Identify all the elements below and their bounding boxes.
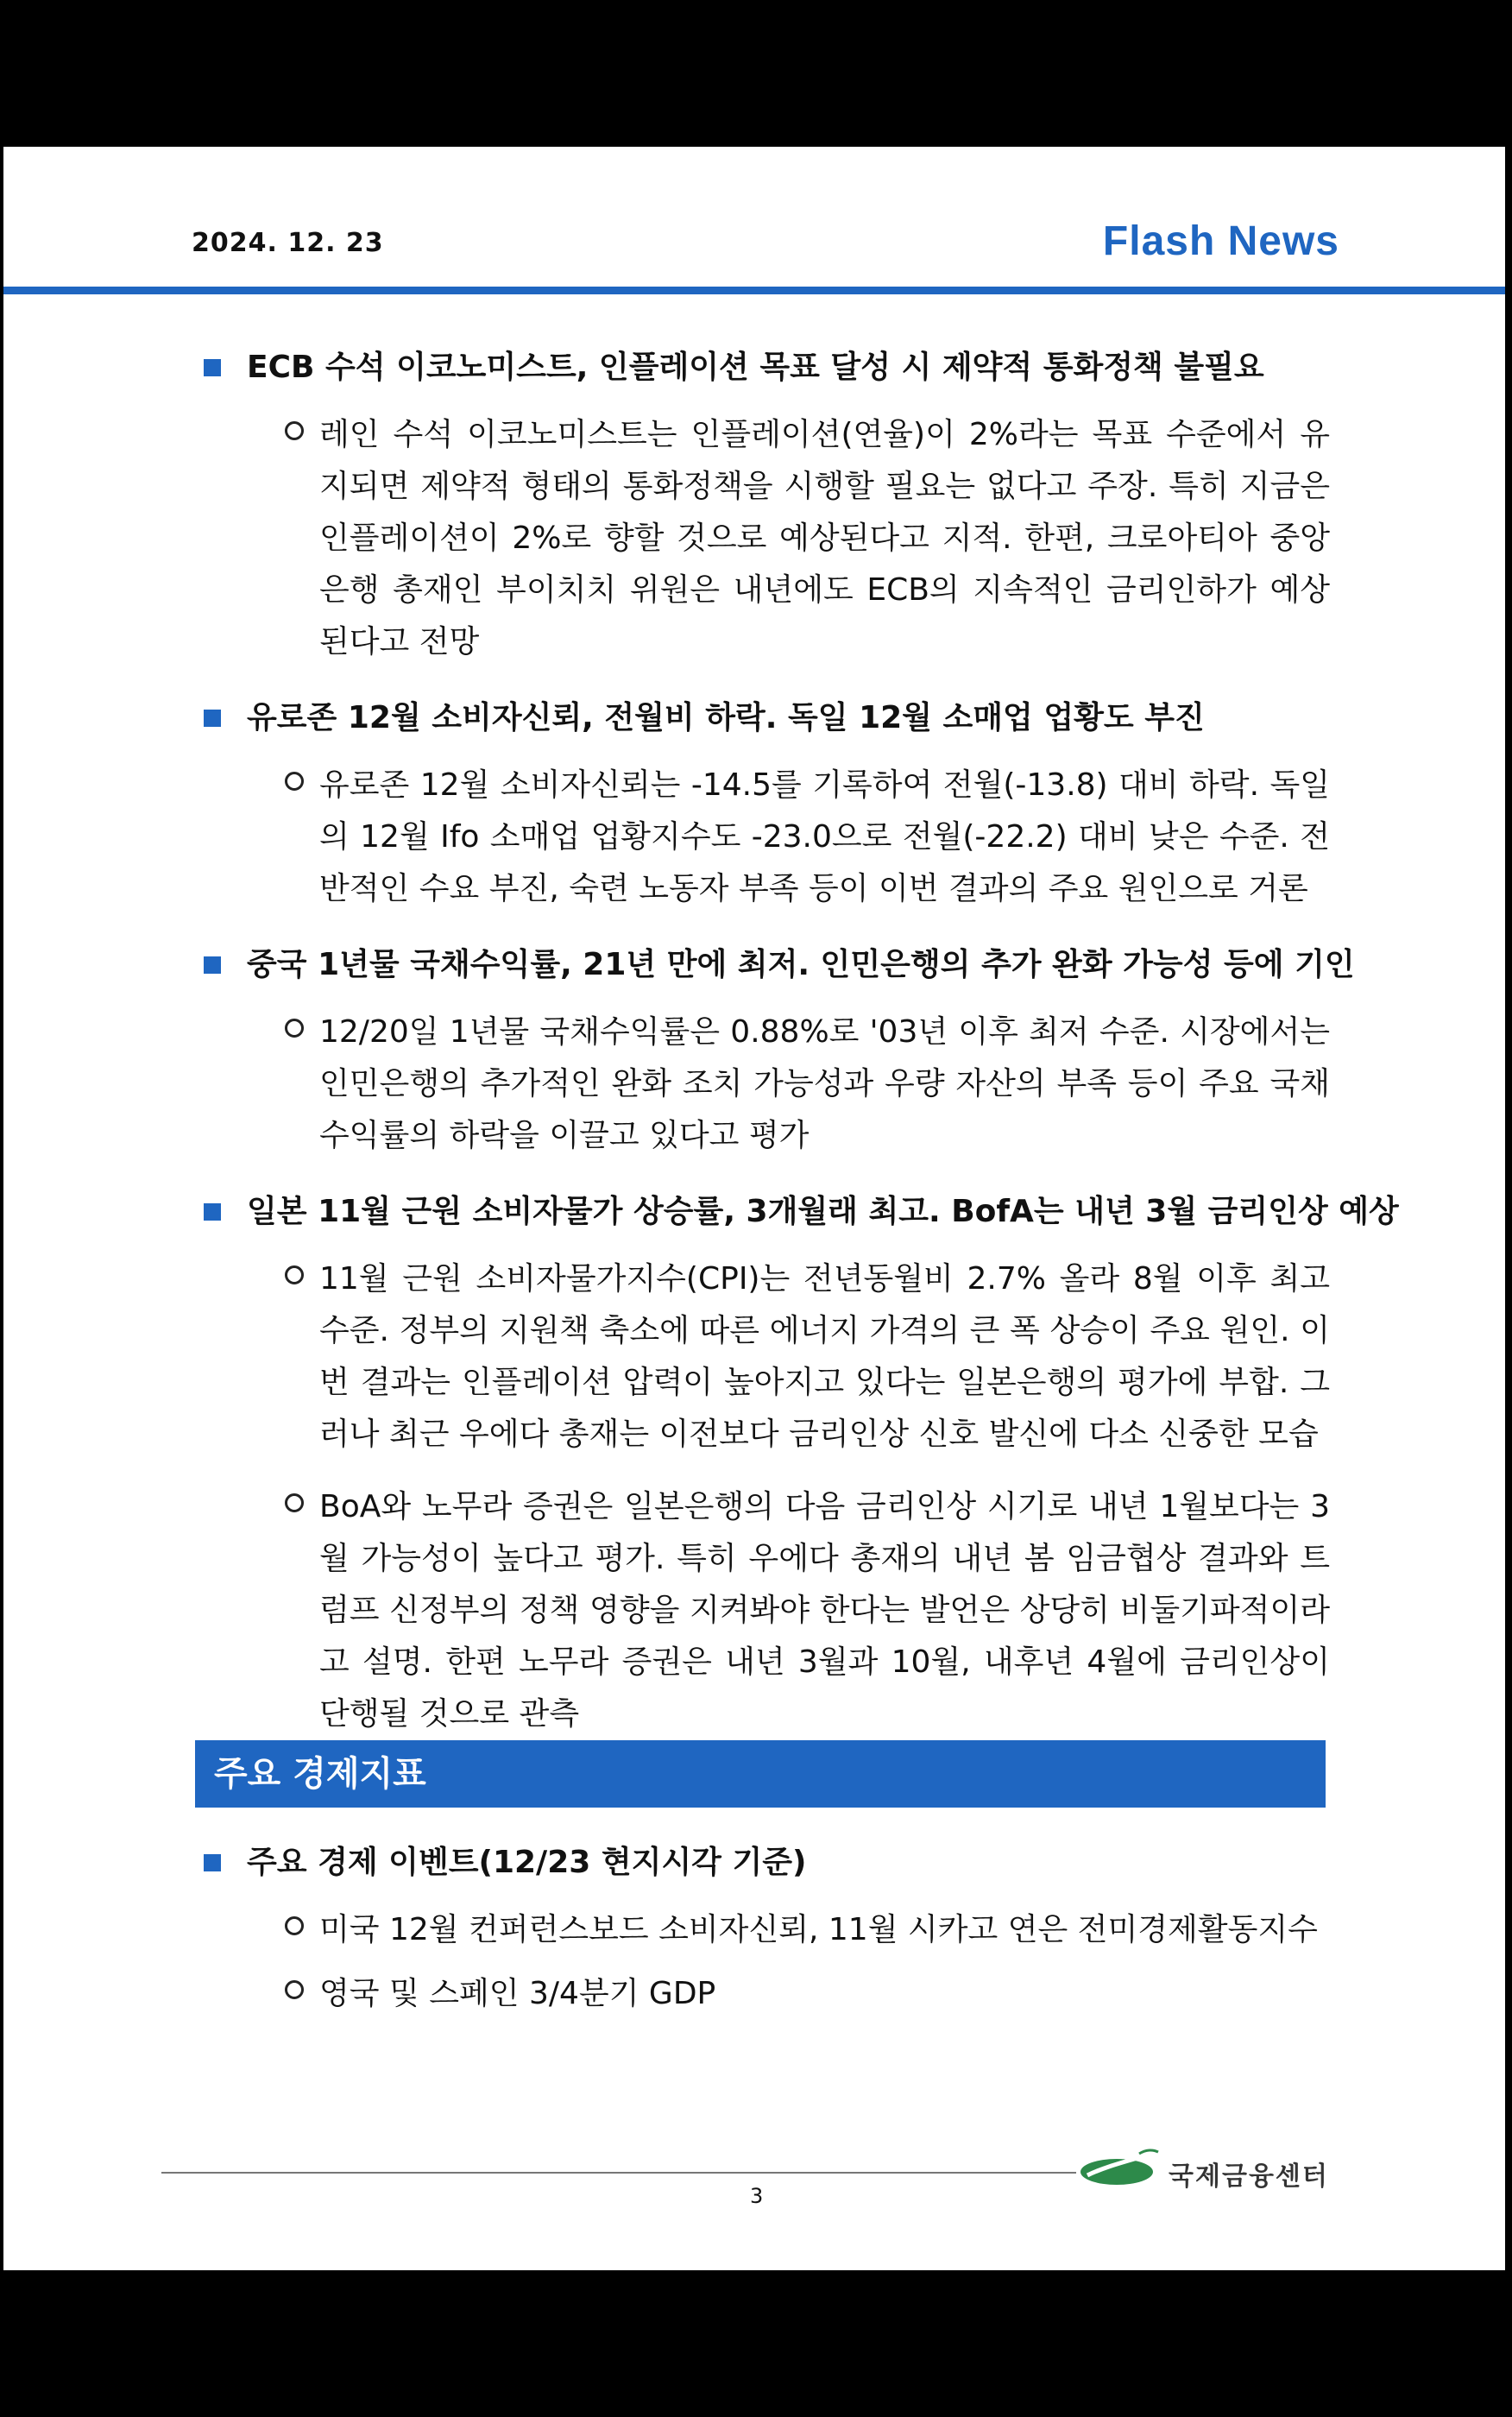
- news-bullet: 레인 수석 이코노미스트는 인플레이션(연율)이 2%라는 목표 수준에서 유지되면 제약적 형태의 통화정책을 시행할 필요는 없다고 주장. 특히 지금은 인플레이션이 2%로 향할 것으로 예상된다고 지적. 한편, 크로아티아 중앙은행 총재인 부이치치 위원은 내년에도 ECB의 지속적인 금리인하가 예상된다고 전망: [243, 409, 1330, 668]
- section-headline: 일본 11월 근원 소비자물가 상승률, 3개월래 최고. BofA는 내년 3월 금리인상 예상: [204, 1188, 1330, 1236]
- footer-divider: [161, 2172, 1076, 2174]
- square-bullet-icon: [204, 1203, 221, 1221]
- circle-bullet-icon: [285, 1916, 304, 1935]
- circle-bullet-icon: [285, 772, 304, 791]
- news-section-eurozone: [204, 694, 1330, 915]
- circle-bullet-icon: [285, 1019, 304, 1038]
- section-headline: 중국 1년물 국채수익률, 21년 만에 최저. 인민은행의 추가 완화 가능성 등에 기인: [204, 941, 1330, 989]
- header-divider: [3, 287, 1505, 294]
- kcif-logo-text: 국제금융센터: [1169, 2161, 1329, 2192]
- kcif-logo-icon: [1079, 2146, 1161, 2189]
- square-bullet-icon: [204, 1854, 221, 1871]
- square-bullet-icon: [204, 359, 221, 376]
- report-date: 2024. 12. 23: [192, 228, 384, 258]
- news-section-ecb: [204, 344, 1330, 668]
- section-headline: ECB 수석 이코노미스트, 인플레이션 목표 달성 시 제약적 통화정책 불필요: [204, 344, 1330, 392]
- economic-events: [204, 1839, 1330, 2032]
- report-title: Flash News: [1102, 218, 1339, 264]
- key-indicators-banner: 주요 경제지표: [195, 1740, 1326, 1808]
- event-item: 영국 및 스페인 3/4분기 GDP: [243, 1968, 1330, 2020]
- circle-bullet-icon: [285, 421, 304, 440]
- news-bullet: 유로존 12월 소비자신뢰는 -14.5를 기록하여 전월(-13.8) 대비 하락. 독일의 12월 Ifo 소매업 업황지수도 -23.0으로 전월(-22.2) 대비 낮은 수준. 전반적인 수요 부진, 숙련 노동자 부족 등이 이번 결과의 주요 원인으로 거론: [243, 760, 1330, 915]
- document-page: [3, 147, 1505, 2270]
- news-bullet: 12/20일 1년물 국채수익률은 0.88%로 '03년 이후 최저 수준. 시장에서는 인민은행의 추가적인 완화 조치 가능성과 우량 자산의 부족 등이 주요 국채수익률의 하락을 이끌고 있다고 평가: [243, 1007, 1330, 1162]
- news-section-japan: [204, 1188, 1399, 1740]
- square-bullet-icon: [204, 710, 221, 727]
- news-section-china: [204, 941, 1355, 1162]
- event-item: 미국 12월 컨퍼런스보드 소비자신뢰, 11월 시카고 연은 전미경제활동지수: [243, 1904, 1330, 1956]
- circle-bullet-icon: [285, 1493, 304, 1512]
- square-bullet-icon: [204, 956, 221, 974]
- news-bullet: 11월 근원 소비자물가지수(CPI)는 전년동월비 2.7% 올라 8월 이후 최고 수준. 정부의 지원책 축소에 따른 에너지 가격의 큰 폭 상승이 주요 원인. 이번 결과는 인플레이션 압력이 높아지고 있다는 일본은행의 평가에 부합. 그러나 최근 우에다 총재는 이전보다 금리인상 신호 발신에 다소 신중한 모습: [243, 1253, 1330, 1461]
- circle-bullet-icon: [285, 1980, 304, 1999]
- page-number: 3: [750, 2184, 764, 2208]
- section-headline: 유로존 12월 소비자신뢰, 전월비 하락. 독일 12월 소매업 업황도 부진: [204, 694, 1330, 742]
- events-headline: 주요 경제 이벤트(12/23 현지시각 기준): [204, 1839, 1330, 1887]
- circle-bullet-icon: [285, 1265, 304, 1284]
- news-bullet: BoA와 노무라 증권은 일본은행의 다음 금리인상 시기로 내년 1월보다는 3월 가능성이 높다고 평가. 특히 우에다 총재의 내년 봄 임금협상 결과와 트럼프 신정부의 정책 영향을 지켜봐야 한다는 발언은 상당히 비둘기파적이라고 설명. 한편 노무라 증권은 내년 3월과 10월, 내후년 4월에 금리인상이 단행될 것으로 관측: [243, 1481, 1330, 1740]
- news-content: [204, 344, 1399, 1766]
